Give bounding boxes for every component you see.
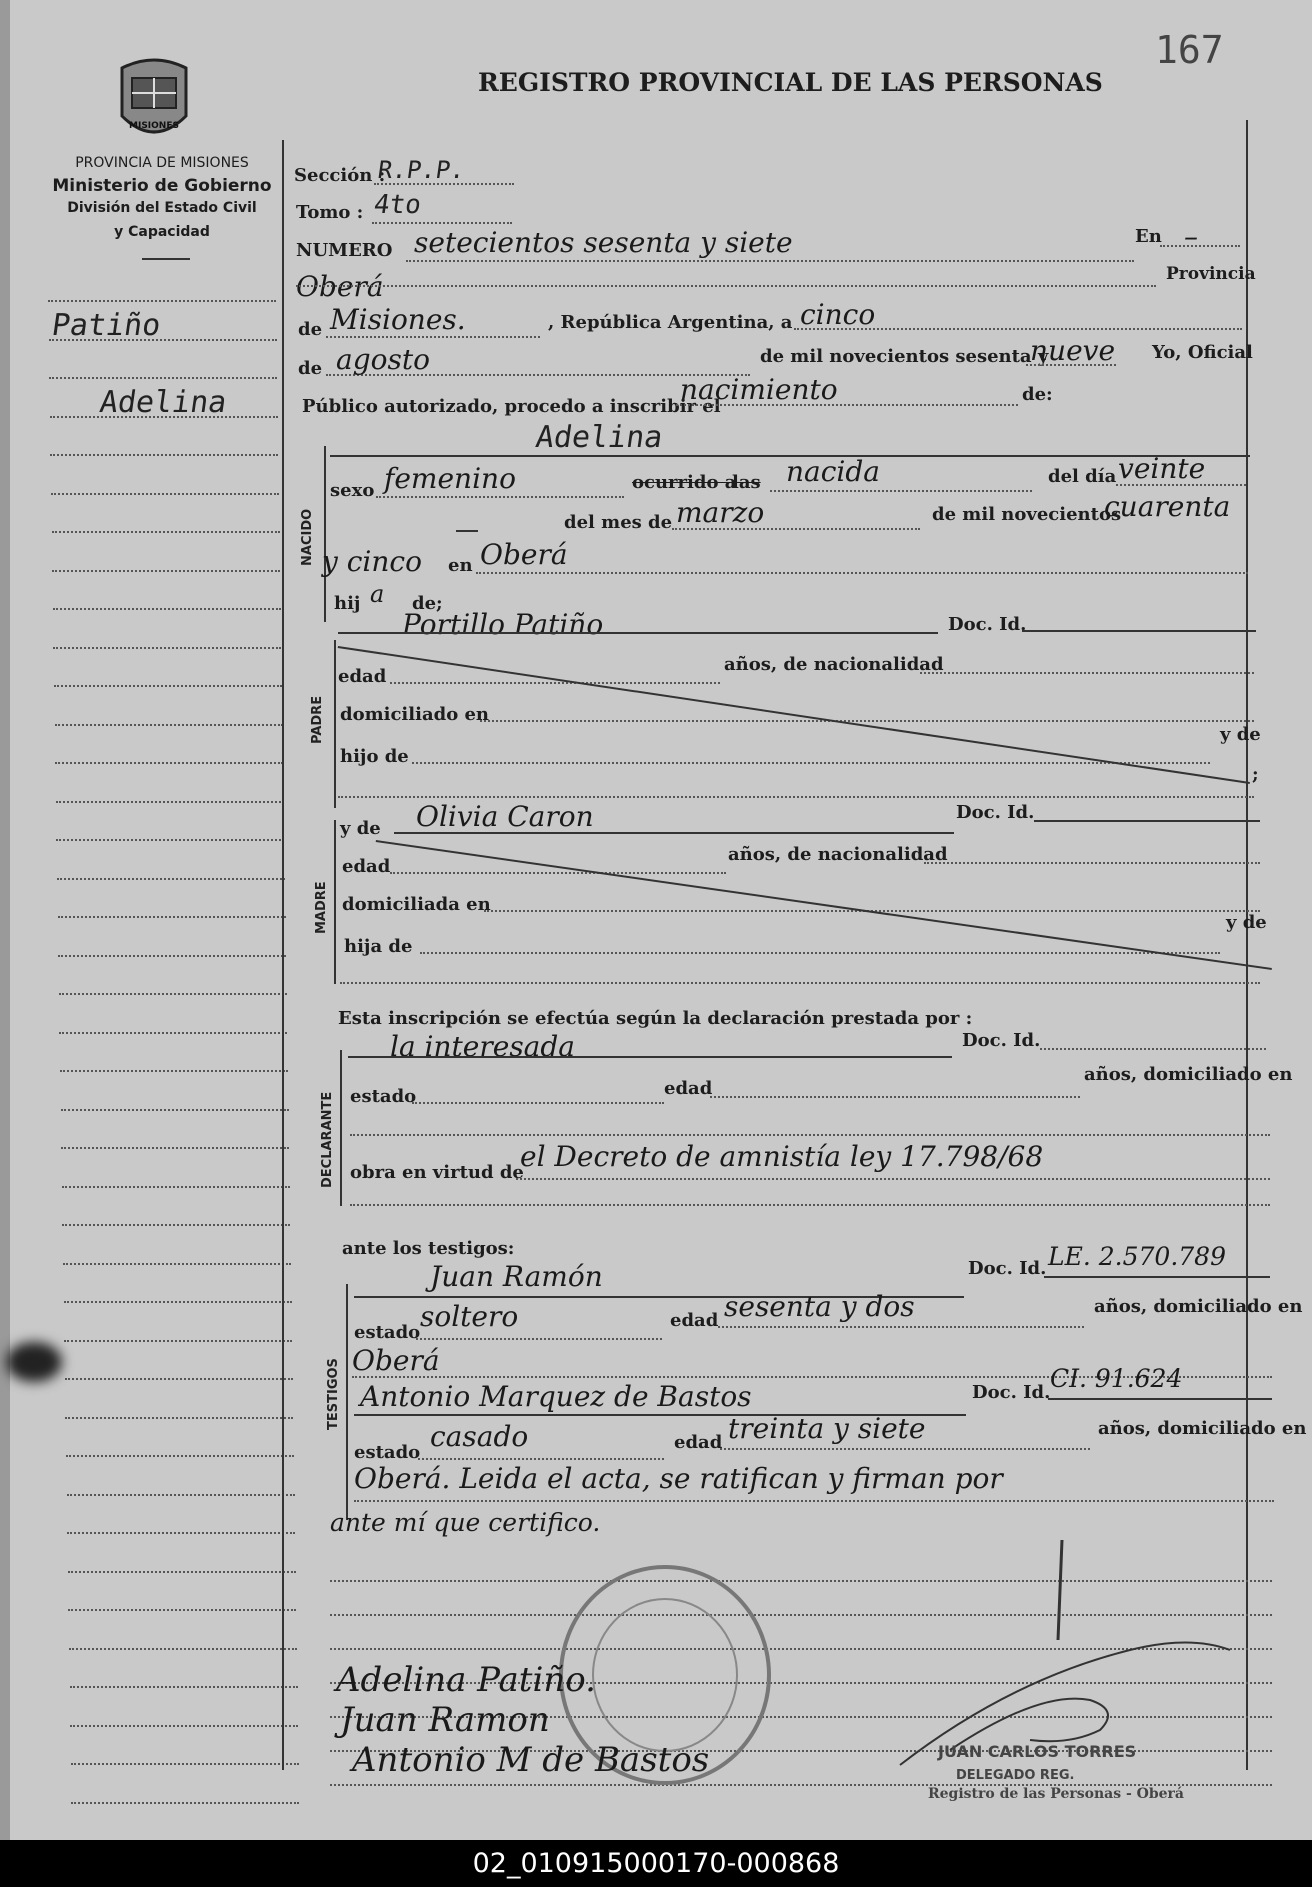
label-edad-testigo2: edad xyxy=(674,1432,723,1453)
margin-line xyxy=(65,1378,293,1380)
margin-line xyxy=(51,493,279,495)
margin-line xyxy=(68,1571,296,1573)
margin-line xyxy=(49,377,277,379)
margin-line xyxy=(60,1070,288,1072)
label-anos-domiciliado-declarante: años, domiciliado en xyxy=(1084,1064,1293,1085)
label-estado-testigo2: estado xyxy=(354,1442,421,1463)
field-en: – xyxy=(1184,220,1198,253)
margin-line xyxy=(67,1532,295,1534)
margin-line xyxy=(52,570,280,572)
field-testigo2-nombre: Antonio Marquez de Bastos xyxy=(360,1380,752,1413)
label-doc-id-padre: Doc. Id. xyxy=(948,614,1027,635)
official-role: DELEGADO REG. xyxy=(956,1768,1075,1783)
margin-line xyxy=(58,916,286,918)
header-division-1: División del Estado Civil xyxy=(67,200,257,216)
field-acto: nacimiento xyxy=(680,373,838,406)
label-doc-id-testigo2: Doc. Id. xyxy=(972,1382,1051,1403)
section-madre: MADRE xyxy=(314,881,329,934)
label-seccion: Sección : xyxy=(294,165,386,186)
margin-line xyxy=(71,1802,299,1804)
margin-line xyxy=(61,1147,289,1149)
field-sexo: femenino xyxy=(384,462,516,495)
margin-surname: Patiño xyxy=(49,308,163,343)
margin-line xyxy=(70,1725,298,1727)
section-padre: PADRE xyxy=(310,695,325,744)
field-lugar-nac: Oberá xyxy=(480,538,568,571)
field-cierre-1: Oberá. Leida el acta, se ratifican y firman por xyxy=(354,1462,1003,1495)
margin-line xyxy=(69,1648,297,1650)
field-nacida: nacida xyxy=(786,455,880,488)
margin-line xyxy=(54,685,282,687)
label-numero: NUMERO xyxy=(296,240,393,261)
header-division-2: y Capacidad xyxy=(114,224,210,240)
margin-line xyxy=(61,1109,289,1111)
margin-line xyxy=(58,955,286,957)
official-office: Registro de las Personas - Oberá xyxy=(928,1786,1184,1802)
label-declaracion: Esta inscripción se efectúa según la declaración prestada por : xyxy=(338,1008,973,1029)
label-domiciliado-padre: domiciliado en xyxy=(340,704,490,725)
label-publico: Público autorizado, procedo a inscribir el xyxy=(302,396,721,417)
label-obra: obra en virtud de xyxy=(350,1162,524,1183)
label-de-2: de xyxy=(298,358,323,379)
field-localidad: Oberá xyxy=(296,270,384,303)
label-en: En xyxy=(1135,226,1162,247)
margin-line xyxy=(56,839,284,841)
field-declarante: la interesada xyxy=(390,1030,575,1063)
field-mes: agosto xyxy=(336,343,430,376)
label-de: de xyxy=(298,319,323,340)
field-testigo1-nombre: Juan Ramón xyxy=(430,1260,603,1293)
label-estado-declarante: estado xyxy=(350,1086,417,1107)
margin-line xyxy=(71,1763,299,1765)
label-mil-novecientos: de mil novecientos sesenta y xyxy=(760,346,1049,367)
label-edad-declarante: edad xyxy=(664,1078,713,1099)
seal-text: MISIONES xyxy=(129,121,179,131)
margin-line xyxy=(64,1340,292,1342)
label-sexo: sexo xyxy=(330,480,375,501)
label-y-de-madre: y de xyxy=(340,818,381,839)
signature-2: Juan Ramon xyxy=(340,1700,550,1740)
signature-1: Adelina Patiño. xyxy=(336,1660,596,1700)
field-seccion: R.P.P. xyxy=(376,156,467,184)
label-ante-testigos: ante los testigos: xyxy=(342,1238,515,1259)
margin-line xyxy=(55,762,283,764)
field-testigo2-estado: casado xyxy=(430,1420,529,1453)
margin-line xyxy=(63,1263,291,1265)
field-testigo1-estado: soltero xyxy=(420,1300,519,1333)
margin-line xyxy=(68,1609,296,1611)
margin-line xyxy=(55,724,283,726)
margin-line xyxy=(57,878,285,880)
label-domiciliada-madre: domiciliada en xyxy=(342,894,491,915)
header-ministry: Ministerio de Gobierno xyxy=(52,176,272,196)
label-hija-de-madre: hija de xyxy=(344,936,413,957)
field-dia-nac: veinte xyxy=(1118,452,1206,485)
binding-hole xyxy=(6,1342,62,1382)
label-edad-padre: edad xyxy=(338,666,387,687)
field-testigo1-edad: sesenta y dos xyxy=(724,1290,915,1323)
field-dia: cinco xyxy=(800,298,876,331)
label-de-mil-novecientos: de mil novecientos xyxy=(932,504,1122,525)
header-province: PROVINCIA DE MISIONES xyxy=(75,155,249,171)
margin-line xyxy=(66,1455,294,1457)
margin-name: Adelina xyxy=(97,385,229,420)
label-y-de-padre: y de xyxy=(1220,724,1261,745)
label-edad-testigo1: edad xyxy=(670,1310,719,1331)
label-hijo-de-padre: hijo de xyxy=(340,746,409,767)
field-provincia: Misiones. xyxy=(330,303,466,336)
section-nacido: NACIDO xyxy=(300,508,315,566)
official-name: JUAN CARLOS TORRES xyxy=(938,1742,1137,1761)
field-cierre-2: ante mí que certifico. xyxy=(330,1508,601,1537)
semicolon-mark: ; xyxy=(1252,764,1259,785)
label-yo-oficial: Yo, Oficial xyxy=(1152,342,1253,363)
field-madre-nombre: Olivia Caron xyxy=(416,800,594,833)
section-testigos: TESTIGOS xyxy=(326,1358,341,1430)
label-de-semicolon: de; xyxy=(412,593,443,614)
label-ocurrido-a: ocurrido a xyxy=(632,472,737,493)
margin-line xyxy=(65,1417,293,1419)
label-republica: , República Argentina, a xyxy=(548,312,793,333)
margin-line xyxy=(64,1301,292,1303)
label-del-mes-de: del mes de xyxy=(564,512,673,533)
label-nacionalidad-madre: años, de nacionalidad xyxy=(728,844,948,865)
label-doc-id-testigo1: Doc. Id. xyxy=(968,1258,1047,1279)
page-number: 167 xyxy=(1155,28,1224,72)
document-title: REGISTRO PROVINCIAL DE LAS PERSONAS xyxy=(478,68,1103,97)
signature-3: Antonio M de Bastos xyxy=(352,1740,710,1780)
field-anio-nac-1: cuarenta xyxy=(1104,490,1231,523)
margin-line xyxy=(52,531,280,533)
official-signature-icon xyxy=(890,1540,1230,1770)
field-hij-suffix: a xyxy=(370,580,385,608)
page-edge xyxy=(0,0,10,1840)
label-estado-testigo1: estado xyxy=(354,1322,421,1343)
field-testigo1-domicilio: Oberá xyxy=(352,1344,440,1377)
margin-line xyxy=(48,300,276,302)
field-obra: el Decreto de amnistía ley 17.798/68 xyxy=(520,1140,1044,1173)
label-tomo: Tomo : xyxy=(296,202,364,223)
provincial-seal-icon xyxy=(112,56,196,148)
field-numero: setecientos sesenta y siete xyxy=(414,226,793,259)
margin-line xyxy=(50,454,278,456)
field-anio: nueve xyxy=(1030,334,1116,367)
field-testigo2-doc: CI. 91.624 xyxy=(1050,1364,1183,1393)
margin-line xyxy=(53,647,281,649)
field-testigo2-edad: treinta y siete xyxy=(728,1412,926,1445)
section-declarante: DECLARANTE xyxy=(320,1091,335,1188)
label-anos-domiciliado-testigo2: años, domiciliado en xyxy=(1098,1418,1307,1439)
margin-line xyxy=(59,993,287,995)
margin-line xyxy=(62,1224,290,1226)
label-del-dia: del día xyxy=(1048,466,1117,487)
label-provincia: Provincia xyxy=(1166,264,1256,284)
label-anos-domiciliado-testigo1: años, domiciliado en xyxy=(1094,1296,1303,1317)
margin-line xyxy=(70,1686,298,1688)
field-nombre: Adelina xyxy=(533,420,665,455)
field-anio-nac-2: y cinco xyxy=(322,545,422,578)
label-nacionalidad-padre: años, de nacionalidad xyxy=(724,654,944,675)
label-doc-id-madre: Doc. Id. xyxy=(956,802,1035,823)
margin-line xyxy=(56,801,284,803)
margin-line xyxy=(67,1494,295,1496)
label-las: las xyxy=(732,472,761,493)
field-mes-nac: marzo xyxy=(676,496,765,529)
label-de-colon: de: xyxy=(1022,384,1053,405)
footer-code: 02_010915000170-000868 xyxy=(0,1840,1312,1887)
label-edad-madre: edad xyxy=(342,856,391,877)
label-hij: hij xyxy=(334,593,361,614)
label-en-2: en xyxy=(448,555,473,576)
margin-line xyxy=(53,608,281,610)
margin-line xyxy=(62,1186,290,1188)
label-y-de-madre-2: y de xyxy=(1226,912,1267,933)
field-padre-nombre: Portillo Patiño xyxy=(402,608,604,641)
field-tomo: 4to xyxy=(371,190,424,220)
margin-line xyxy=(59,1032,287,1034)
field-testigo1-doc: LE. 2.570.789 xyxy=(1048,1242,1226,1271)
label-doc-id-declarante: Doc. Id. xyxy=(962,1030,1041,1051)
